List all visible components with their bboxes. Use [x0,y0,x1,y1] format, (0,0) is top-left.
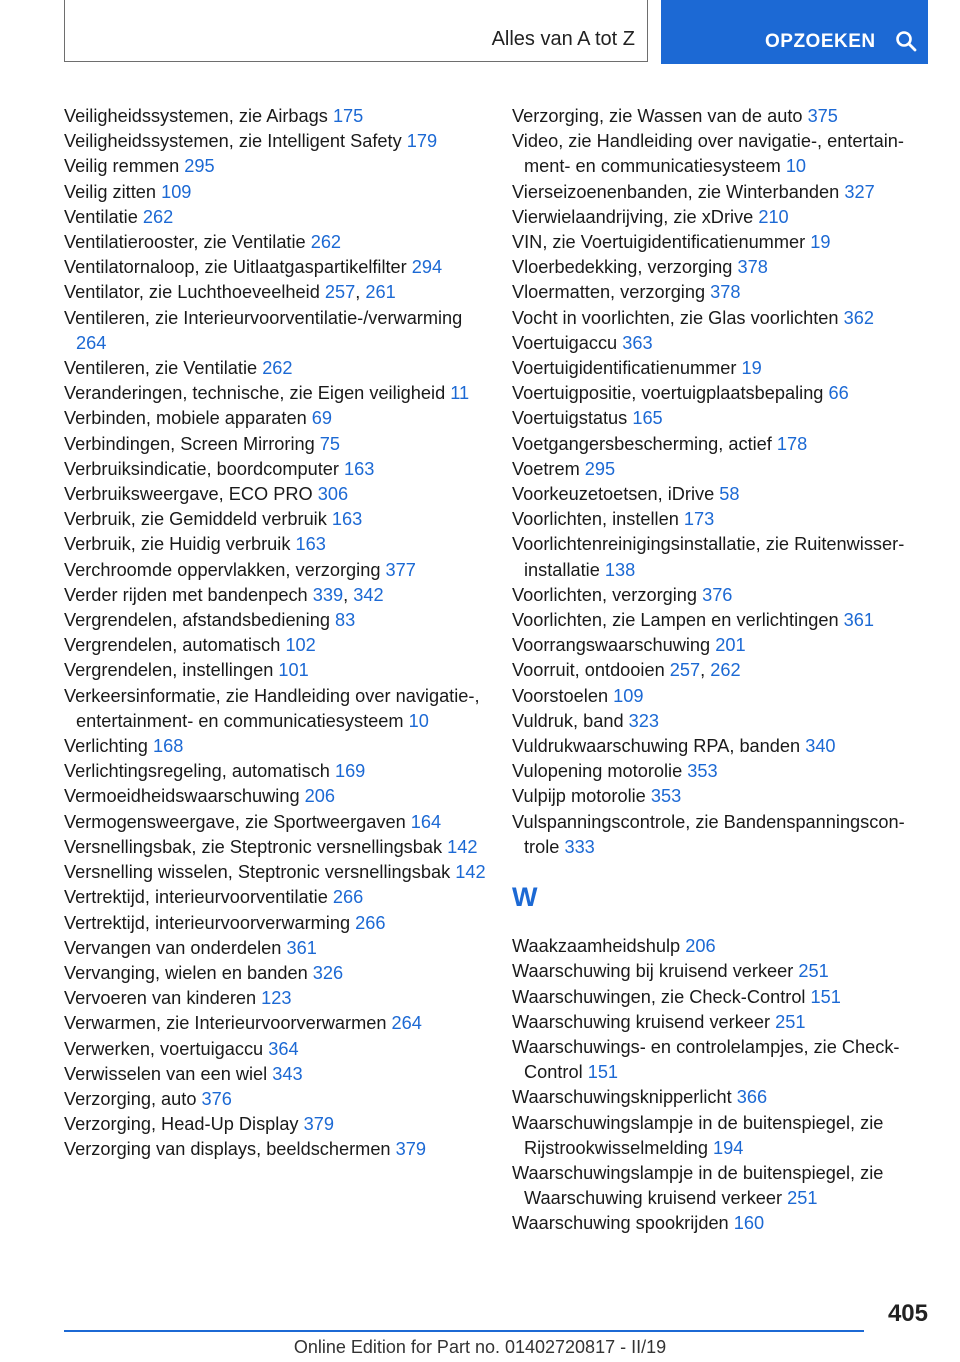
index-entry [512,784,928,809]
index-entry-term: Voorlichtenreinigingsinstallatie, zie Ruitenwisserinstallatie [512,534,905,580]
index-entry-term: Vergrendelen, afstandsbediening [64,610,330,631]
index-entry-term: VIN, zie Voertuigidentificatienummer [512,232,806,253]
index-entry [512,129,928,179]
index-entry-term: Voorlichten, verzorging [512,584,698,605]
page-link[interactable]: 206 [685,936,716,957]
index-entry-term: Verwarmen, zie Interieurvoorverwarmen [64,1013,387,1034]
page-link[interactable]: 19 [741,358,762,379]
page-link[interactable]: 251 [787,1188,818,1209]
index-entry [512,507,928,532]
page-link[interactable]: 377 [385,559,416,580]
page-link[interactable]: 333 [564,836,595,857]
index-entry-term: Verlichting [64,736,148,757]
index-entry-term: Vierwielaandrijving, zie xDrive [512,206,754,227]
index-tab-label: Alles van A tot Z [491,28,635,50]
index-entry [64,1037,489,1062]
index-entry [512,1035,928,1085]
page-link[interactable]: 353 [650,786,682,807]
edition-footer: Online Edition for Part no. 01402720817 - II/19 [293,1337,667,1357]
page-link[interactable]: 75 [319,433,341,454]
index-entry-term: Verbinden, mobiele apparaten [64,408,307,429]
index-entry [64,911,489,936]
index-entry [64,230,489,255]
page-link[interactable]: 151 [587,1062,619,1083]
top-navigation [64,0,928,64]
index-entry-term: Vergrendelen, automatisch [64,635,281,656]
index-entry-term: Vloerbedekking, verzorging [512,257,733,278]
index-entry-term: Vervanging, wielen en banden [64,962,308,983]
index-entry-term: Vermogensweergave, zie Sportweergaven [64,811,406,832]
index-entry-term: Verzorging, zie Wassen van de auto [512,106,803,126]
page-link[interactable]: 201 [715,635,746,656]
index-entry [64,1062,489,1087]
index-entry-term: Waarschuwingslampje in de buitenspiegel, zie Rijstrookwisselmelding [512,1112,884,1158]
index-entry-term: Verwerken, voertuigaccu [64,1038,264,1059]
page-number: 405 [887,1300,928,1327]
page-link[interactable]: 378 [710,282,741,303]
index-tab[interactable] [64,0,648,62]
index-entry-term: Vervoeren van kinderen [64,988,257,1009]
page-link[interactable]: 138 [604,559,636,580]
index-entry [64,180,489,205]
page-link[interactable]: 364 [268,1038,299,1059]
index-entry [64,356,489,381]
page-link[interactable]: 163 [295,534,326,555]
page-link[interactable]: 69 [311,408,332,429]
index-entry-term: Voorlichten, instellen [512,509,679,530]
page-link[interactable]: 376 [702,584,733,605]
index-entry [512,406,928,431]
page-link[interactable]: 151 [810,986,841,1007]
page-link[interactable]: 19 [810,232,831,253]
index-entry-term: Ventilatierooster, zie Ventilatie [64,232,306,253]
page-link[interactable]: 109 [161,181,192,202]
index-entry-term: Voertuigidentificatienummer [512,358,737,379]
page-link[interactable]: 379 [395,1139,426,1160]
page-link[interactable]: 361 [843,610,874,631]
index-entry-term: Waakzaamheidshulp [512,936,681,957]
index-entry [512,532,928,582]
page-link[interactable]: 102 [285,635,316,656]
page-link[interactable]: 165 [632,408,663,429]
page-link[interactable]: 366 [736,1087,768,1108]
index-entry [64,1112,489,1137]
index-entry-term: Vermoeidheidswaarschuwing [64,786,300,807]
index-entry-term: Vulspanningscontrole, zie Bandenspanningscontrole [512,811,905,857]
page-link[interactable]: 262 [262,358,293,379]
index-entry-term: Voertuigpositie, voertuigplaatsbepaling [512,383,824,404]
index-entry [64,1137,489,1162]
index-entry-term: Ventileren, zie Ventilatie [64,358,258,379]
index-entry-term: Waarschuwingsknipperlicht [512,1087,732,1108]
index-entry [512,1111,928,1161]
page-link[interactable]: 109 [613,685,644,706]
index-entry [64,1087,489,1112]
index-column-left [64,104,489,1163]
page-link[interactable]: 266 [332,887,364,908]
footer-divider [64,1330,864,1332]
page-link[interactable]: 168 [152,736,184,757]
index-entry [64,936,489,961]
page-link[interactable]: 257 [669,660,701,681]
index-entry: Voorruit, ontdooien 257, 262 [512,660,741,681]
index-entry [64,406,489,431]
index-entry-term: Video, zie Handleiding over navigatie-, entertainment- en communicatiesysteem [512,131,904,177]
page-link[interactable]: 261 [365,282,396,303]
index-entry [512,985,928,1010]
search-icon [895,30,917,52]
index-entry-term: Waarschuwingen, zie Check-Control [512,986,806,1007]
page-link[interactable]: 11 [450,383,470,404]
index-entry-term: Veiligheidssystemen, zie Airbags [64,106,328,126]
index-entry-term: Verzorging van displays, beeldschermen [64,1139,391,1160]
page-link[interactable]: 379 [303,1114,334,1135]
index-entry [64,129,489,154]
index-entry-term: Ventileren, zie Interieurvoorventilatie-/verwarming [64,307,463,328]
page-link[interactable]: 262 [710,660,741,681]
index-entry [64,154,489,179]
index-entry [512,1161,928,1211]
index-entry-term: Versnellingsbak, zie Steptronic versnellingsbak [64,836,443,857]
index-entry-term: Veilig remmen [64,156,180,177]
index-entry [64,734,489,759]
index-entry-term: Verbruik, zie Huidig verbruik [64,534,291,555]
page-link[interactable]: 66 [828,383,849,404]
index-entry [512,684,928,709]
index-entry [512,482,928,507]
page-link[interactable]: 339 [312,584,344,605]
index-entry [512,306,928,331]
index-entry [64,558,489,583]
index-entry [64,482,489,507]
page-link[interactable]: 142 [447,836,478,857]
index-entry: Verder rijden met bandenpech 339, 342 [64,584,384,605]
index-entry [64,835,489,860]
index-entry [64,784,489,809]
page-link[interactable]: 251 [798,961,829,982]
index-entry-term: Ventilatornaloop, zie Uitlaatgaspartikelfilter [64,257,407,278]
page-link[interactable]: 262 [310,232,342,253]
page-link[interactable]: 10 [408,710,429,731]
page-link[interactable]: 83 [335,610,356,631]
page-link[interactable]: 101 [278,660,309,681]
index-entry-term: Verchroomde oppervlakken, verzorging [64,559,381,580]
page-link[interactable]: 164 [410,811,442,832]
page-link[interactable]: 58 [719,484,740,505]
page-link[interactable]: 142 [455,862,486,883]
index-entry [64,608,489,633]
index-entry-term: Voertuigstatus [512,408,628,429]
index-entry-term: Vuldruk, band [512,710,624,731]
index-column-right [512,104,928,1237]
page-link[interactable]: 343 [272,1063,303,1084]
index-entry-term: Verlichtingsregeling, automatisch [64,761,330,782]
page-link[interactable]: 264 [76,332,107,353]
index-entry-term: Voorrangswaarschuwing [512,635,711,656]
page-link[interactable]: 163 [331,509,363,530]
index-entry-term: Vulopening motorolie [512,761,683,782]
index-entry-term: Verzorging, auto [64,1088,197,1109]
index-entry [512,709,928,734]
page-link[interactable]: 378 [737,257,768,278]
index-entry-term: Voetrem [512,458,580,479]
page-link[interactable]: 353 [687,761,718,782]
index-entry [64,986,489,1011]
index-entry [64,104,489,129]
index-entry-term: Verzorging, Head-Up Display [64,1114,299,1135]
index-entry [512,331,928,356]
index-entry-term: Verwisselen van een wiel [64,1063,268,1084]
index-entry-term: Vierseizoenenbanden, zie Winterbanden [512,181,840,202]
page-link[interactable]: 262 [142,206,174,227]
index-entry-term: Vervangen van onderdelen [64,937,282,958]
page-link[interactable]: 361 [286,937,317,958]
index-entry-term: Vergrendelen, instellingen [64,660,274,681]
index-entry [512,934,928,959]
index-entry-term: Ventilator, zie Luchthoeveelheid [64,282,320,303]
index-entry-term: Voorstoelen [512,685,609,706]
index-entry [64,205,489,230]
page-link[interactable]: 173 [683,509,715,530]
index-entry [512,1085,928,1110]
index-entry-term: Verbruiksindicatie, boordcomputer [64,458,339,479]
index-entry-term: Vertrektijd, interieurvoorventilatie [64,887,328,908]
page-link[interactable]: 163 [344,458,375,479]
index-entry [512,180,928,205]
index-entry [64,885,489,910]
index-entry [512,230,928,255]
page-link[interactable]: 295 [584,458,616,479]
index-entry [512,1010,928,1035]
index-entry-term: Waarschuwings- en controlelampjes, zie Check-Control [512,1036,900,1083]
index-entry [512,608,928,633]
page-link[interactable]: 362 [843,307,874,328]
page-link[interactable]: 210 [758,206,789,227]
page-link[interactable]: 206 [304,786,335,807]
page-link[interactable]: 257 [324,282,356,303]
index-entry [512,1211,928,1236]
index-entry [512,381,928,406]
index-entry-term: Vocht in voorlichten, zie Glas voorlichten [512,307,839,328]
index-entry [64,532,489,557]
index-entry-term: Verbruik, zie Gemiddeld verbruik [64,509,327,530]
index-entry-term: Veranderingen, technische, zie Eigen veiligheid [64,383,446,404]
index-entry [64,961,489,986]
index-entry-term: Voertuigaccu [512,332,618,353]
page-link[interactable]: 160 [733,1213,765,1234]
section-letter: W [512,882,538,913]
index-entry-term: Veiligheidssystemen, zie Intelligent Safety [64,131,402,152]
page-link[interactable]: 178 [776,433,808,454]
index-entry-term: Vuldrukwaarschuwing RPA, banden [512,736,801,757]
index-entry [64,860,489,885]
index-entry-term: Waarschuwing kruisend verkeer [512,1011,771,1032]
index-entry [64,507,489,532]
index-entry [512,583,928,608]
index-entry [64,255,489,280]
page-link[interactable]: 194 [713,1137,744,1158]
index-entry [512,205,928,230]
index-entry [64,810,489,835]
page-link[interactable]: 327 [844,181,875,202]
index-entry-term: Voorlichten, zie Lampen en verlichtingen [512,610,839,631]
index-entry [512,734,928,759]
index-entry: Ventilator, zie Luchthoeveelheid 257, 261 [64,282,396,303]
index-entry [64,759,489,784]
index-entry [512,633,928,658]
index-entry [64,457,489,482]
page-link[interactable]: 295 [184,156,215,177]
page-link[interactable]: 10 [785,156,807,177]
index-entry-term: Vloermatten, verzorging [512,282,706,303]
index-entry [512,759,928,784]
page-link[interactable]: 375 [807,106,838,126]
index-entry-term: Verkeersinformatie, zie Handleiding over navigatie-, entertainment- en communicatiesysteem [64,685,480,731]
index-entry-term: Ventilatie [64,206,138,227]
index-entry [64,684,489,734]
index-entry-term: Versnelling wisselen, Steptronic versnellingsbak [64,862,451,883]
index-entry-term: Waarschuwing spookrijden [512,1213,729,1234]
page-link[interactable]: 294 [411,257,443,278]
search-button-label: OPZOEKEN [765,31,876,52]
index-entry-term: Vulpijp motorolie [512,786,646,807]
index-entry [64,381,489,406]
index-entry-term: Voorruit, ontdooien [512,660,665,681]
page-link[interactable]: 340 [805,736,836,757]
index-entry [512,457,928,482]
page-link[interactable]: 169 [334,761,366,782]
index-entry [512,356,928,381]
page-link[interactable]: 376 [201,1088,232,1109]
index-entry-term: Voetgangersbescherming, actief [512,433,772,454]
index-entry-term: Voorkeuzetoetsen, iDrive [512,484,715,505]
page-link[interactable]: 251 [775,1011,806,1032]
index-entry [64,432,489,457]
index-entry [64,658,489,683]
index-entry [64,306,489,356]
search-button[interactable] [661,0,928,64]
index-entry-term: Verder rijden met bandenpech [64,584,308,605]
index-entry [512,432,928,457]
page-link[interactable]: 363 [622,332,653,353]
index-entry [512,104,928,129]
index-entry-term: Veilig zitten [64,181,157,202]
index-entry [64,1011,489,1036]
index-entry-term: Verbruiksweergave, ECO PRO [64,484,313,505]
index-entry-term: Vertrektijd, interieurvoorverwarming [64,912,351,933]
index-entry [64,633,489,658]
page-link[interactable]: 326 [312,962,344,983]
index-entry [512,810,928,860]
page-link[interactable]: 266 [355,912,386,933]
index-entry [512,255,928,280]
index-entry [512,280,928,305]
index-entry [512,959,928,984]
index-entry-term: Waarschuwing bij kruisend verkeer [512,961,794,982]
page-link[interactable]: 323 [628,710,659,731]
page-link[interactable]: 123 [261,988,292,1009]
index-entry-term: Waarschuwingslampje in de buitenspiegel, zie Waarschuwing kruisend verkeer [512,1162,884,1209]
page-link[interactable]: 175 [332,106,364,126]
page-link[interactable]: 179 [406,131,438,152]
page-link[interactable]: 342 [353,584,384,605]
page-link[interactable]: 306 [317,484,349,505]
page-link[interactable]: 264 [391,1013,422,1034]
index-entry-term: Verbindingen, Screen Mirroring [64,433,315,454]
